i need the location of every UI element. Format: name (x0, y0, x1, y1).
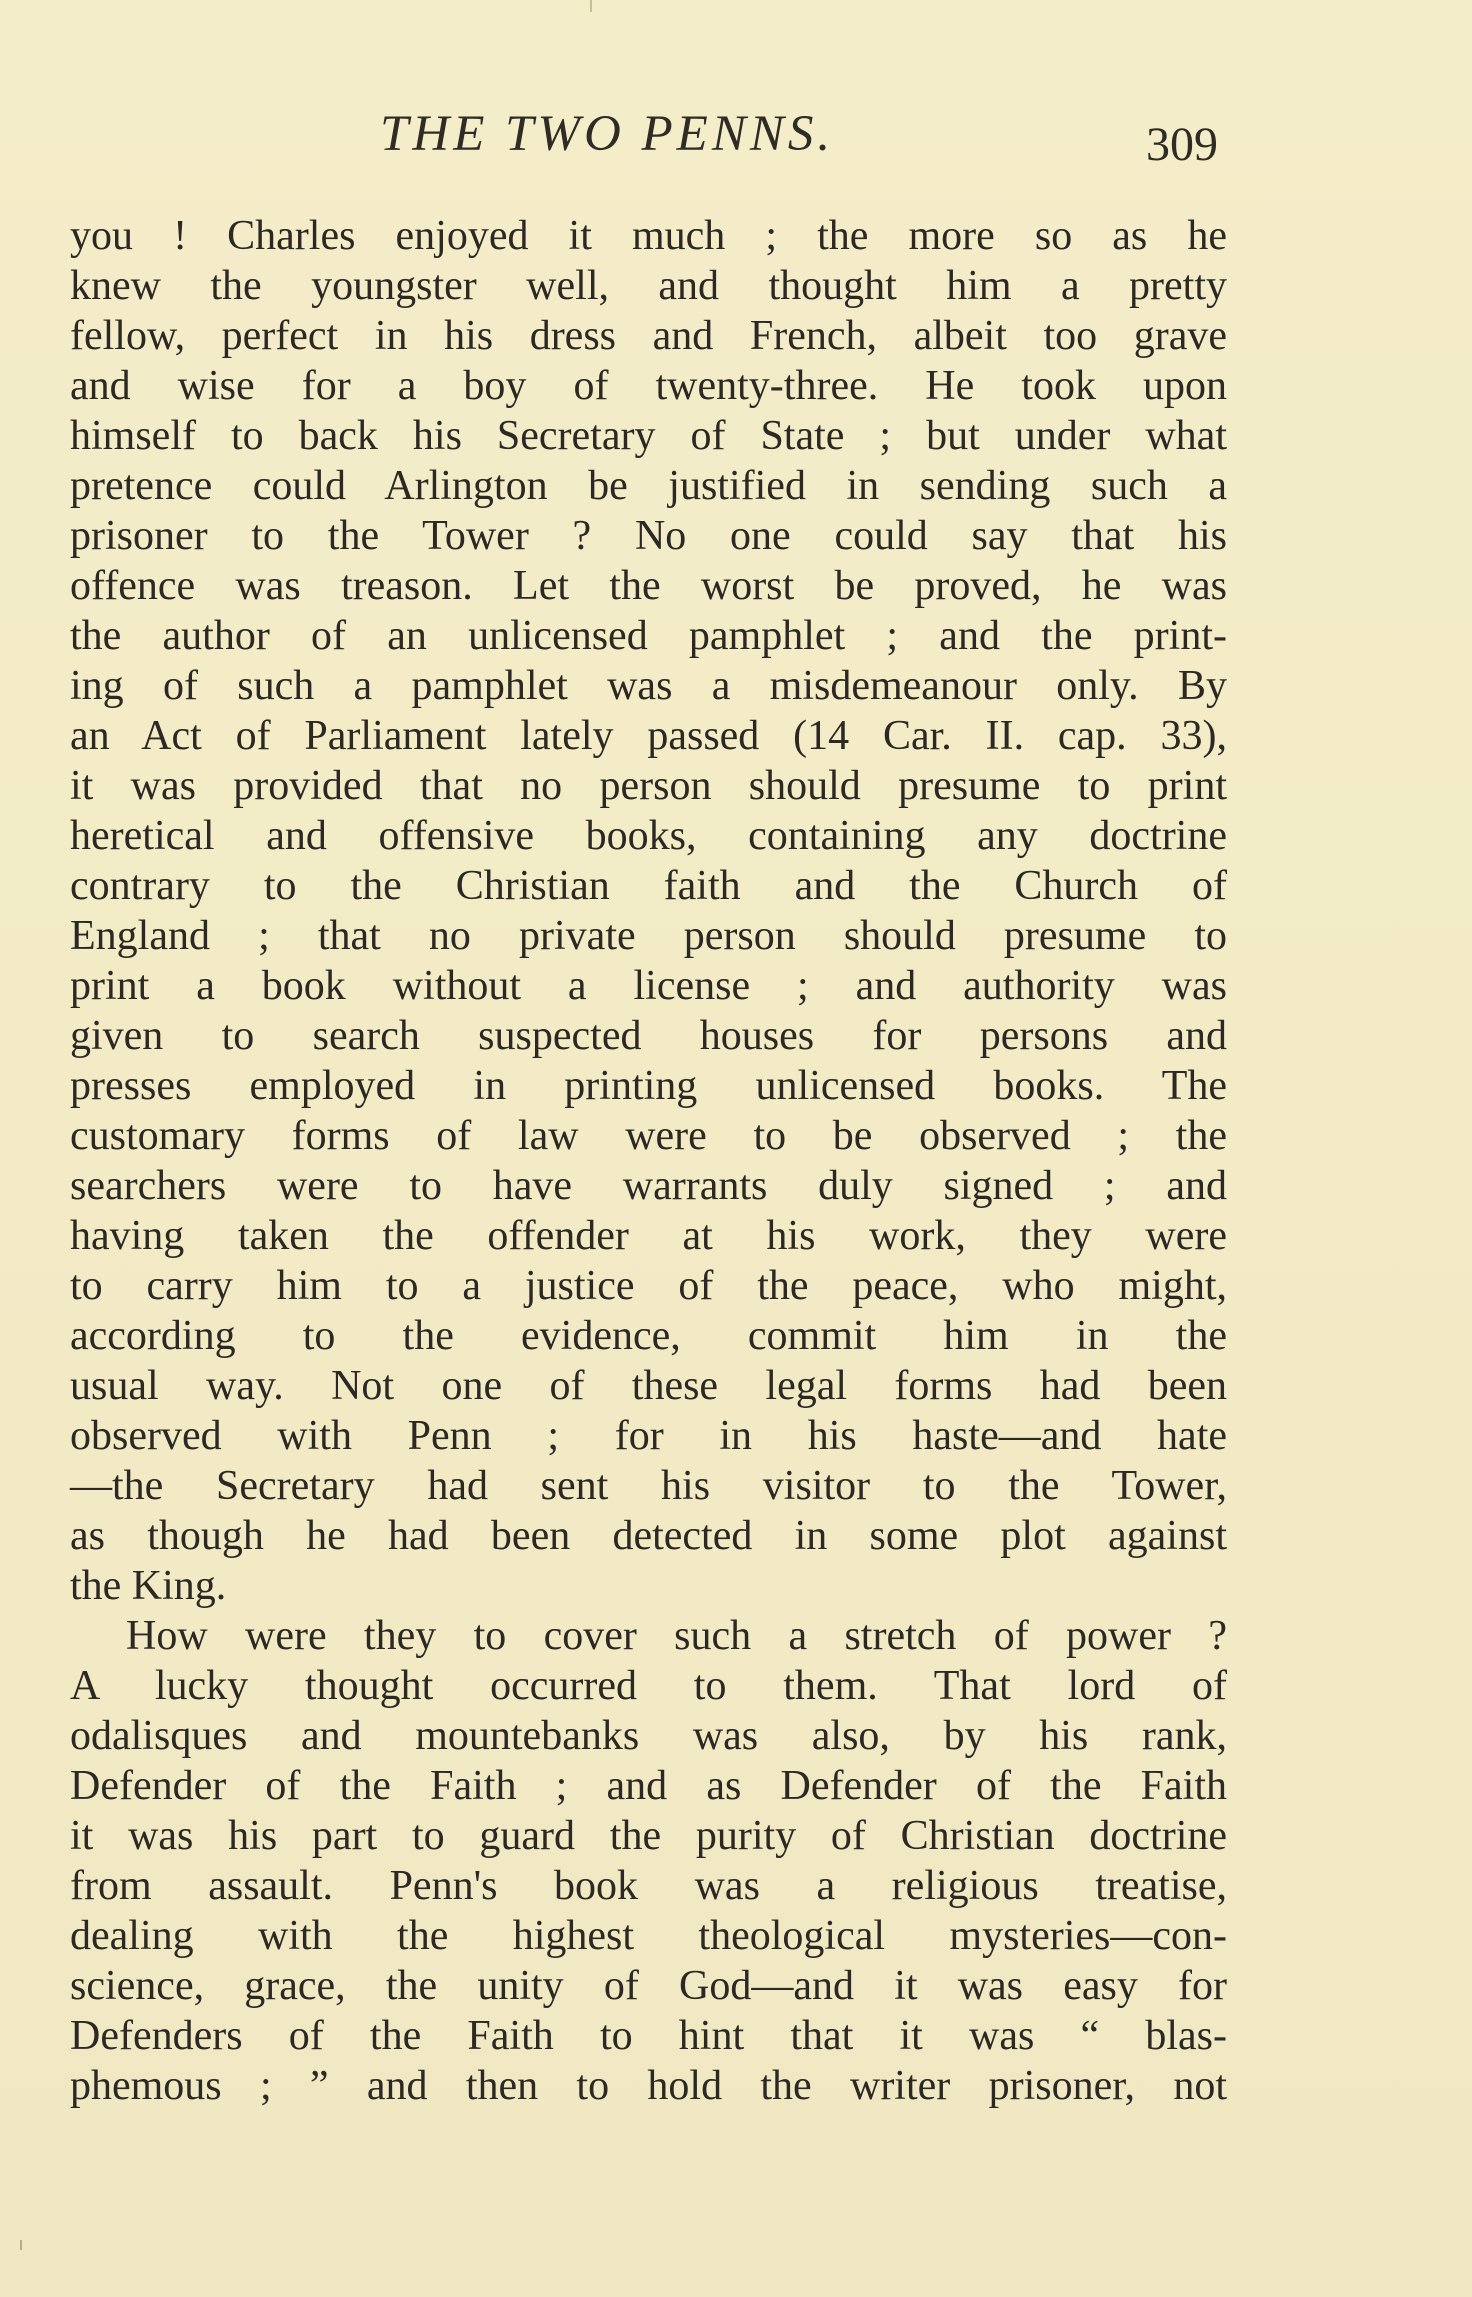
text-line: Defender of the Faith ; and as Defender of the Faith (70, 1763, 1227, 1809)
page-speck (590, 0, 592, 12)
text-line: knew the youngster well, and thought him a pretty (70, 263, 1227, 309)
text-line: ing of such a pamphlet was a misdemeanour only. By (70, 663, 1227, 709)
paragraph-end-line: the King. (70, 1563, 227, 1609)
text-line: you ! Charles enjoyed it much ; the more so as he (70, 213, 1227, 259)
text-line: contrary to the Christian faith and the Church of (70, 863, 1227, 909)
text-line: —the Secretary had sent his visitor to the Tower, (70, 1463, 1227, 1509)
text-line: odalisques and mountebanks was also, by his rank, (70, 1713, 1227, 1759)
text-line: print a book without a license ; and authority was (70, 963, 1227, 1009)
text-line: usual way. Not one of these legal forms had been (70, 1363, 1227, 1409)
text-line: as though he had been detected in some plot against (70, 1513, 1227, 1559)
page-header (0, 105, 1472, 185)
text-line: to carry him to a justice of the peace, who might, (70, 1263, 1227, 1309)
text-line: offence was treason. Let the worst be proved, he was (70, 563, 1227, 609)
text-line: A lucky thought occurred to them. That lord of (70, 1663, 1227, 1709)
text-line: pretence could Arlington be justified in sending such a (70, 463, 1227, 509)
text-line: heretical and offensive books, containing any doctrine (70, 813, 1227, 859)
text-line: given to search suspected houses for persons and (70, 1013, 1227, 1059)
text-line: himself to back his Secretary of State ; but under what (70, 413, 1227, 459)
text-line: from assault. Penn's book was a religious treatise, (70, 1863, 1227, 1909)
text-line: searchers were to have warrants duly signed ; and (70, 1163, 1227, 1209)
text-line: having taken the offender at his work, they were (70, 1213, 1227, 1259)
body-text (70, 211, 1227, 2111)
text-line: fellow, perfect in his dress and French, albeit too grave (70, 313, 1227, 359)
text-line: presses employed in printing unlicensed books. The (70, 1063, 1227, 1109)
text-line: prisoner to the Tower ? No one could say that his (70, 513, 1227, 559)
paragraph-start-line: How were they to cover such a stretch of power ? (126, 1613, 1227, 1659)
text-line: dealing with the highest theological mysteries—con- (70, 1913, 1227, 1959)
text-line: an Act of Parliament lately passed (14 Car. II. cap. 33), (70, 713, 1227, 759)
page-number: 309 (1146, 118, 1218, 171)
text-line: science, grace, the unity of God—and it was easy for (70, 1963, 1227, 2009)
text-line: Defenders of the Faith to hint that it was “ blas- (70, 2013, 1227, 2059)
text-line: according to the evidence, commit him in the (70, 1313, 1227, 1359)
text-line: it was his part to guard the purity of Christian doctrine (70, 1813, 1227, 1859)
running-title: THE TWO PENNS. (380, 106, 835, 162)
margin-speck (20, 2240, 22, 2250)
text-line: the author of an unlicensed pamphlet ; and the print- (70, 613, 1227, 659)
text-line: observed with Penn ; for in his haste—and hate (70, 1413, 1227, 1459)
text-line: and wise for a boy of twenty-three. He took upon (70, 363, 1227, 409)
text-line: England ; that no private person should presume to (70, 913, 1227, 959)
text-line: it was provided that no person should presume to print (70, 763, 1227, 809)
text-line: customary forms of law were to be observed ; the (70, 1113, 1227, 1159)
text-line: phemous ; ” and then to hold the writer prisoner, not (70, 2063, 1227, 2109)
